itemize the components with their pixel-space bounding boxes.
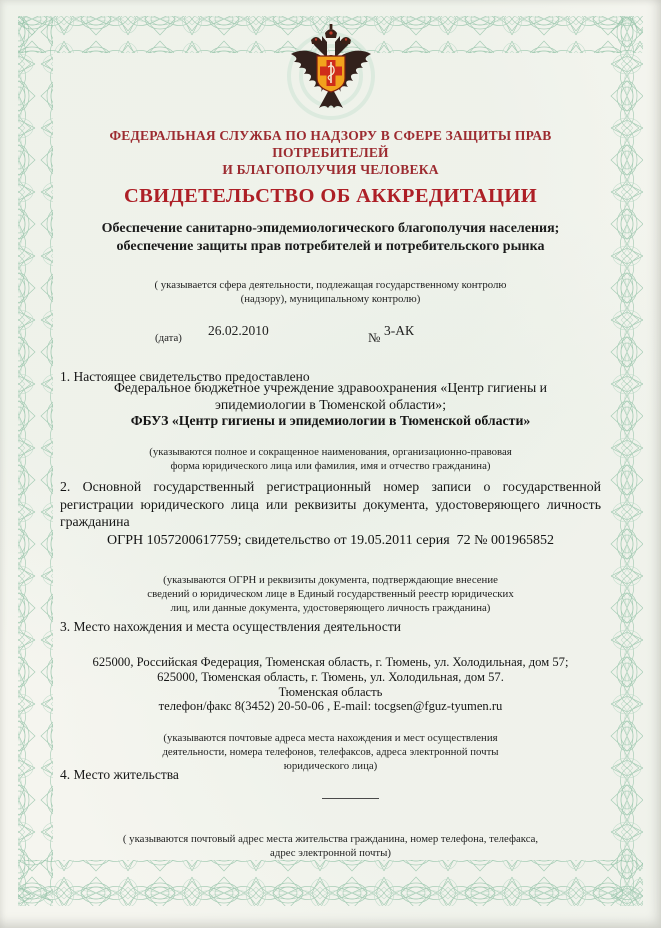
issuing-authority-line1: ФЕДЕРАЛЬНАЯ СЛУЖБА ПО НАДЗОРУ В СФЕРЕ ЗАЩИТЫ ПРАВ ПОТРЕБИТЕЛЕЙ: [109, 128, 552, 160]
section2-heading: 2. Основной государственный регистрационный номер записи о государственной регистрации юридического лица или реквизиты документа, удостоверяющего личность гражданина: [60, 479, 601, 529]
activity-scope-line2: обеспечение защиты прав потребителей и потребительского рынка: [116, 239, 545, 255]
issuing-authority-line2: И БЛАГОПОЛУЧИЯ ЧЕЛОВЕКА: [222, 161, 439, 177]
section3-note-line3: юридического лица): [283, 759, 378, 772]
section4-note-line1: ( указываются почтовый адрес места жительства гражданина, номер телефона, телефакса,: [122, 833, 539, 845]
grantee-name-line2: эпидемиологии в Тюменской области»;: [214, 396, 447, 412]
issue-row: [60, 320, 601, 354]
address-region: Тюменская область: [278, 684, 383, 699]
section1-grantee: [60, 380, 601, 430]
activity-scope-note-line2: (надзору), муниципальному контролю): [240, 292, 421, 305]
emblem-crowns: [311, 24, 351, 44]
issuing-authority: [60, 128, 601, 179]
activity-scope-note-line1: ( указывается сфера деятельности, подлежащая государственному контролю: [154, 279, 507, 291]
contacts-line: телефон/факс 8(3452) 20-50-06 , E-mail: tocgsen@fguz-tyumen.ru: [158, 699, 503, 714]
double-headed-eagle-icon: [291, 24, 371, 108]
section4-note: [60, 833, 601, 861]
certificate-number: 3-АК: [384, 323, 414, 338]
section4-heading: 4. Место жительства: [60, 767, 179, 782]
address-line1: 625000, Российская Федерация, Тюменская область, г. Тюмень, ул. Холодильная, дом 57;: [92, 655, 569, 669]
section2-note-line3: лиц, или данные документа, удостоверяющего личность гражданина): [170, 601, 491, 614]
activity-scope: [60, 220, 601, 256]
section2-note-line2: сведений о юридическом лице в Единый государственный реестр юридических: [147, 587, 514, 600]
section3-addresses: [60, 655, 601, 714]
section1-note-line2: форма юридического лица или фамилия, имя и отчество гражданина): [170, 459, 491, 472]
issue-date: 26.02.2010: [208, 323, 269, 338]
section4-note-line2: адрес электронной почты): [270, 846, 391, 859]
ogrn-value: ОГРН 1057200617759; свидетельство от 19.05.2011 серия 72 № 001965852: [107, 533, 554, 548]
section1-note-line1: (указываются полное и сокращенное наименования, организационно-правовая: [149, 446, 512, 458]
section3-heading: 3. Место нахождения и места осуществления деятельности: [60, 619, 401, 634]
address-line2: 625000, Тюменская область, г. Тюмень, ул. Холодильная, дом 57.: [157, 669, 504, 684]
section2-note: [60, 574, 601, 615]
emblem-shield: [317, 56, 345, 92]
blank-fill-line: [322, 798, 379, 799]
number-sign: №: [368, 330, 381, 345]
grantee-short-name: ФБУЗ «Центр гигиены и эпидемиологии в Тюменской области»: [130, 413, 531, 428]
activity-scope-note: [60, 279, 601, 307]
grantee-name-line1: Федеральное бюджетное учреждение здравоохранения «Центр гигиены и: [113, 380, 548, 395]
section1-heading: 1. Настоящее свидетельство предоставлено: [60, 369, 310, 384]
section1-note: [60, 446, 601, 474]
section3-note-line1: (указываются почтовые адреса места нахождения и мест осуществления: [163, 732, 498, 744]
section3-note-line2: деятельности, номера телефонов, телефаксов, адреса электронной почты: [162, 745, 499, 758]
section2-note-line1: (указываются ОГРН и реквизиты документа, подтверждающие внесение: [163, 574, 498, 586]
document-title: СВИДЕТЕЛЬСТВО ОБ АККРЕДИТАЦИИ: [123, 185, 538, 207]
rospotrebnadzor-emblem-icon: [285, 24, 377, 122]
date-label: (дата): [155, 332, 182, 344]
activity-scope-line1: Обеспечение санитарно-эпидемиологического благополучия населения;: [101, 221, 560, 236]
